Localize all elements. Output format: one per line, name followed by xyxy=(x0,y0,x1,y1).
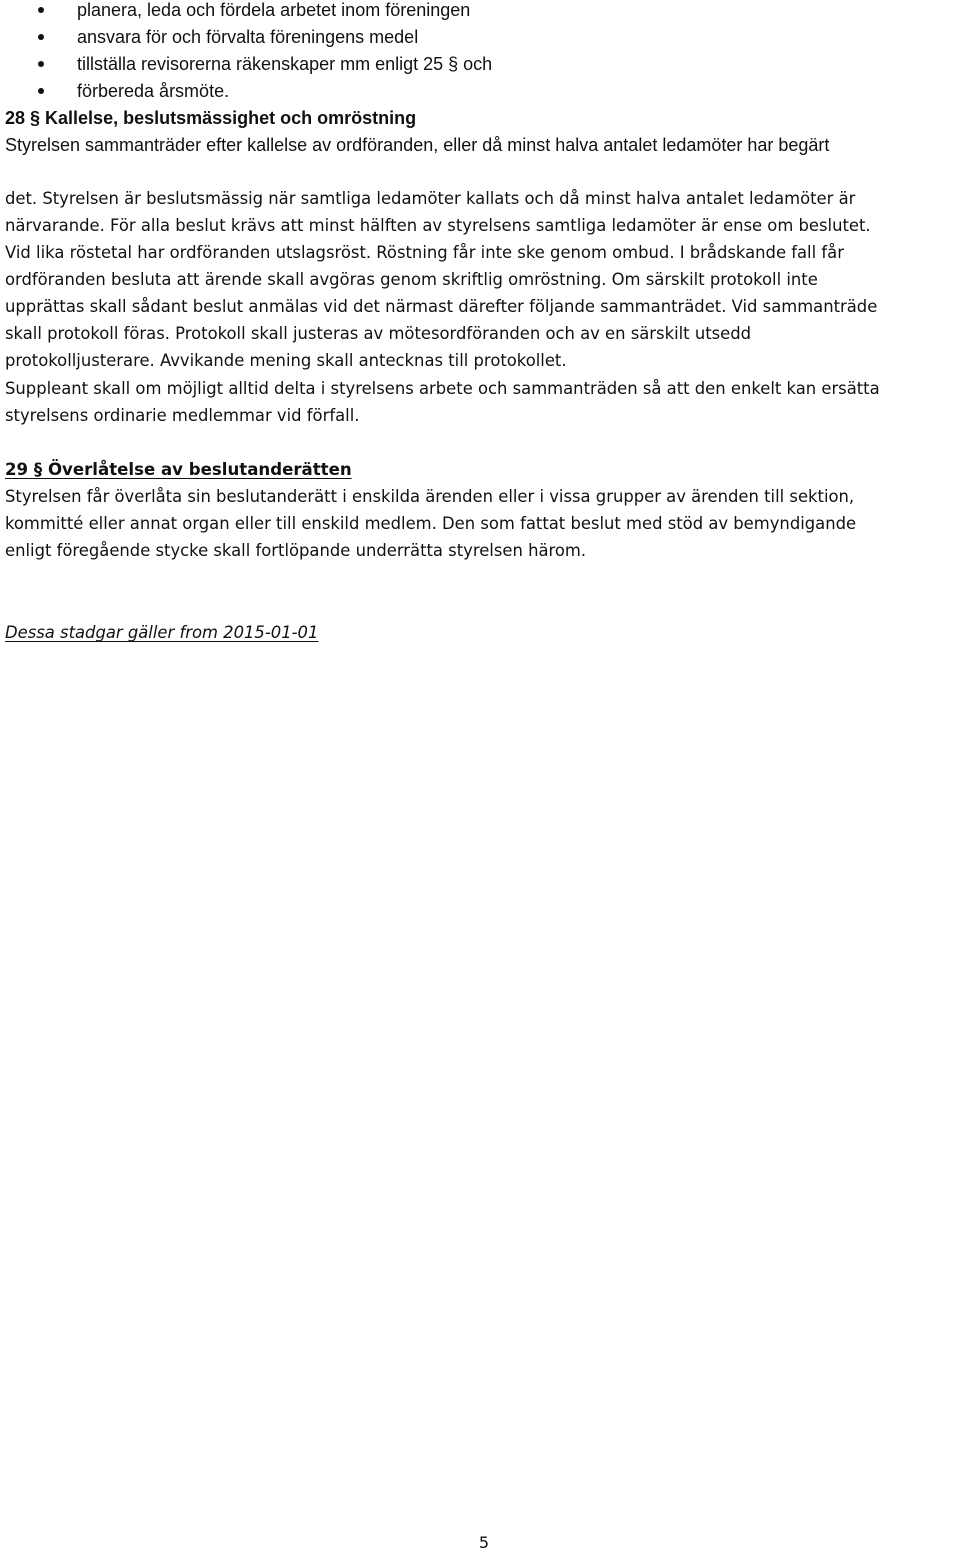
bullet-icon xyxy=(38,7,44,13)
text-line: närvarande. För alla beslut krävs att minst hälften av styrelsens samtliga ledamöter är ense om beslutet. xyxy=(5,216,871,235)
list-item-text: tillställa revisorerna räkenskaper mm enligt 25 § och xyxy=(77,54,493,74)
text-line: skall protokoll föras. Protokoll skall justeras av mötesordföranden och av en särskilt utsedd xyxy=(5,324,752,343)
section-29-heading: 29 § Överlåtelse av beslutanderätten xyxy=(5,460,352,479)
section-29-paragraph xyxy=(5,486,960,567)
text-line: Styrelsen får överlåta sin beslutanderätt i enskilda ärenden eller i vissa grupper av ärenden till sektion, xyxy=(5,487,855,506)
page-number: 5 xyxy=(478,1533,490,1552)
duties-bullet-list xyxy=(0,0,960,107)
text-line: upprättas skall sådant beslut anmälas vid det närmast därefter följande sammanträdet. Vid sammanträde xyxy=(5,297,878,316)
text-line: styrelsens ordinarie medlemmar vid förfall. xyxy=(5,406,360,425)
section-28-paragraph-intro xyxy=(5,134,960,161)
list-item-text: ansvara för och förvalta föreningens medel xyxy=(77,27,419,47)
list-item-text: förbereda årsmöte. xyxy=(77,81,230,101)
validity-note: Dessa stadgar gäller from 2015-01-01 xyxy=(5,623,319,642)
bullet-icon xyxy=(38,61,44,67)
list-item-text: planera, leda och fördela arbetet inom föreningen xyxy=(77,0,471,20)
section-28-paragraph-main xyxy=(5,188,960,377)
list-item xyxy=(0,80,960,107)
text-line: protokolljusterare. Avvikande mening skall antecknas till protokollet. xyxy=(5,351,567,370)
text-line: ordföranden besluta att ärende skall avgöras genom skriftlig omröstning. Om särskilt protokoll inte xyxy=(5,270,818,289)
text-line: Vid lika röstetal har ordföranden utslagsröst. Röstning får inte ske genom ombud. I brådskande fall får xyxy=(5,243,844,262)
list-item xyxy=(0,0,960,26)
text-line: kommitté eller annat organ eller till enskild medlem. Den som fattat beslut med stöd av bemyndigande xyxy=(5,514,857,533)
section-28-heading: 28 § Kallelse, beslutsmässighet och omröstning xyxy=(5,108,417,128)
text-line: det. Styrelsen är beslutsmässig när samtliga ledamöter kallats och då minst halva antalet ledamöter är xyxy=(5,189,856,208)
list-item xyxy=(0,26,960,53)
list-item xyxy=(0,53,960,80)
section-28-paragraph-suppleant xyxy=(5,378,960,432)
text-line: Styrelsen sammanträder efter kallelse av ordföranden, eller då minst halva antalet ledamöter har begärt xyxy=(5,135,830,155)
text-line: Suppleant skall om möjligt alltid delta i styrelsens arbete och sammanträden så att den enkelt kan ersätta xyxy=(5,379,880,398)
text-line: enligt föregående stycke skall fortlöpande underrätta styrelsen härom. xyxy=(5,541,587,560)
bullet-icon xyxy=(38,88,44,94)
bullet-icon xyxy=(38,34,44,40)
